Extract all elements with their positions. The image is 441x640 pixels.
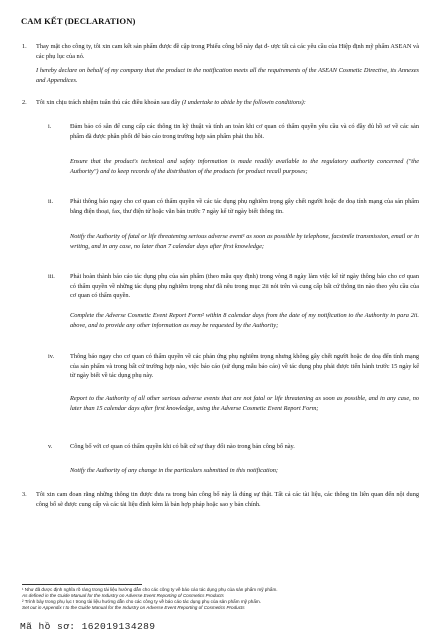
item-iv-number: iv. <box>48 353 55 360</box>
section-3-number: 3. <box>22 491 27 498</box>
item-iv-vi-text: Thông báo ngay cho cơ quan có thẩm quyền về các phản ứng phụ nghiêm trọng nhưng không gây chết người hoặc đe doạ đến tính mạng của sản phẩm và trong bất cứ trường hợp nào, việc báo cáo (sử dụng mẫu báo cáo) về tác dụng phụ phải được tiến hành trước 15 ngày kể từ ngày biết về tác dụng phụ này. <box>70 353 419 380</box>
item-ii-vi-text: Phải thông báo ngay cho cơ quan có thẩm quyền về các tác dụng phụ nghiêm trọng gây chết người hoặc đe doạ tính mạng của sản phẩm bằng điện thoại, fax, thư điện tử hoặc văn bản trước 7 ngày kể từ ngày biết thông tin. <box>70 198 419 215</box>
section-2-intro <box>36 98 419 108</box>
item-iv-en-text: Report to the Authority of all other serious adverse events that are not fatal or life threatening as soon as possible, and in any case, no later than 15 calendar days after first knowledge, using the Adverse Cosmetic Event Report Form; <box>70 395 419 412</box>
section-2-number: 2. <box>22 99 27 106</box>
section-1-number: 1. <box>22 43 27 50</box>
page-title: CAM KẾT (DECLARATION) <box>21 16 136 26</box>
item-iii-number: iii. <box>48 273 55 280</box>
item-v-vi-text: Công bố với cơ quan có thẩm quyền khi có bất cứ sự thay đổi nào trong bản công bố này. <box>70 443 295 450</box>
section-1-vi-text: Thay mặt cho công ty, tôi xin cam kết sản phẩm được đề cập trong Phiếu công bố này đạt đ- ược tất cả các yêu cầu của Hiệp định mỹ phẩm ASEAN và các phụ lục của nó. <box>36 43 419 60</box>
section-3-vi-text: Tôi xin cam đoan rằng những thông tin được đưa ra trong bản công bố này là đúng sự thật. Tất cả các tài liệu, các thông tin liên quan đến nội dung công bố sẽ được cung cấp và các tài liệu đính kèm là bản hợp pháp hoặc sao y bản chính. <box>36 491 419 508</box>
footnote-1: ¹ Như đã được định nghĩa rõ ràng trong tài liệu hướng dẫn cho các công ty về báo cáo tác dụng phụ của sản phẩm mỹ phẩm. <box>22 587 278 592</box>
section-2-intro-vi: Tôi xin chịu trách nhiệm tuân thủ các điều khoản sau đây <box>36 99 181 106</box>
item-v-number: v. <box>48 443 53 450</box>
item-iii-en-text: Complete the Adverse Cosmetic Event Report Form² within 8 calendar days from the date of my notification to the Authority in para 2ii. above, and to provide any other information as may be requested by the Authority; <box>70 312 419 329</box>
item-iii-vi-text: Phải hoàn thành báo cáo tác dụng phụ của sản phẩm (theo mẫu quy định) trong vòng 8 ngày làm việc kể từ ngày thông báo cho cơ quan có thẩm quyền về những tác dụng phụ nghiêm trọng như đã nêu trong mục 2ii nói trên và cung cấp bất cứ thông tin nào theo yêu cầu của cơ quan có thẩm quyền. <box>70 273 419 300</box>
item-i-en-text: Ensure that the product's technical and safety information is made readily available to the regulatory authority concerned ("the Authority") and to keep records of the distribution of the products for product recall purposes; <box>70 158 419 175</box>
item-ii-en-text: Notify the Authority of fatal or life threatening serious adverse event¹ as soon as possible by telephone, facsimile transmission, email or in writing, and in any case, no later than 7 calendar days after first knowledge; <box>70 233 419 250</box>
section-2-intro-en: (I undertake to abide by the followin conditions): <box>181 99 306 106</box>
item-i-vi-text: Đảm bảo có sẵn để cung cấp các thông tin kỹ thuật và tính an toàn khi cơ quan có thẩm quyền yêu cầu và có đầy đủ hồ sơ về các sản phẩm đã được phân phối để bảo cáo trong trường hợp sản phẩm phải thu hồi. <box>70 123 419 140</box>
footnote-1-en: As defined in the Guide Manual for the Industry on Adverse Event Reporting of Cosmetics Products <box>22 593 224 598</box>
footnote-divider <box>22 584 142 585</box>
record-code: Mã hồ sơ: 162019134289 <box>20 621 156 632</box>
footnote-2: ² Trình bày trong phụ lục I trong tài liệu hướng dẫn cho các công ty về báo cáo tác dụng phụ của sản phẩm mỹ phẩm. <box>22 599 261 604</box>
item-ii-number: ii. <box>48 198 54 205</box>
footnote-2-en: Set out in Appendix I to the Guide Manual for the Industry on Adverse Event Reporting of Cosmetics Products <box>22 605 245 610</box>
item-i-number: i. <box>48 123 52 130</box>
section-1-en-text: I hereby declare on behalf of my company that the product in the notification meets all the requirements of the ASEAN Cosmetic Directive, its Annexes and Appendices. <box>36 67 419 84</box>
item-v-en-text: Notify the Authority of any change in the particulars submitted in this notification; <box>70 467 279 474</box>
